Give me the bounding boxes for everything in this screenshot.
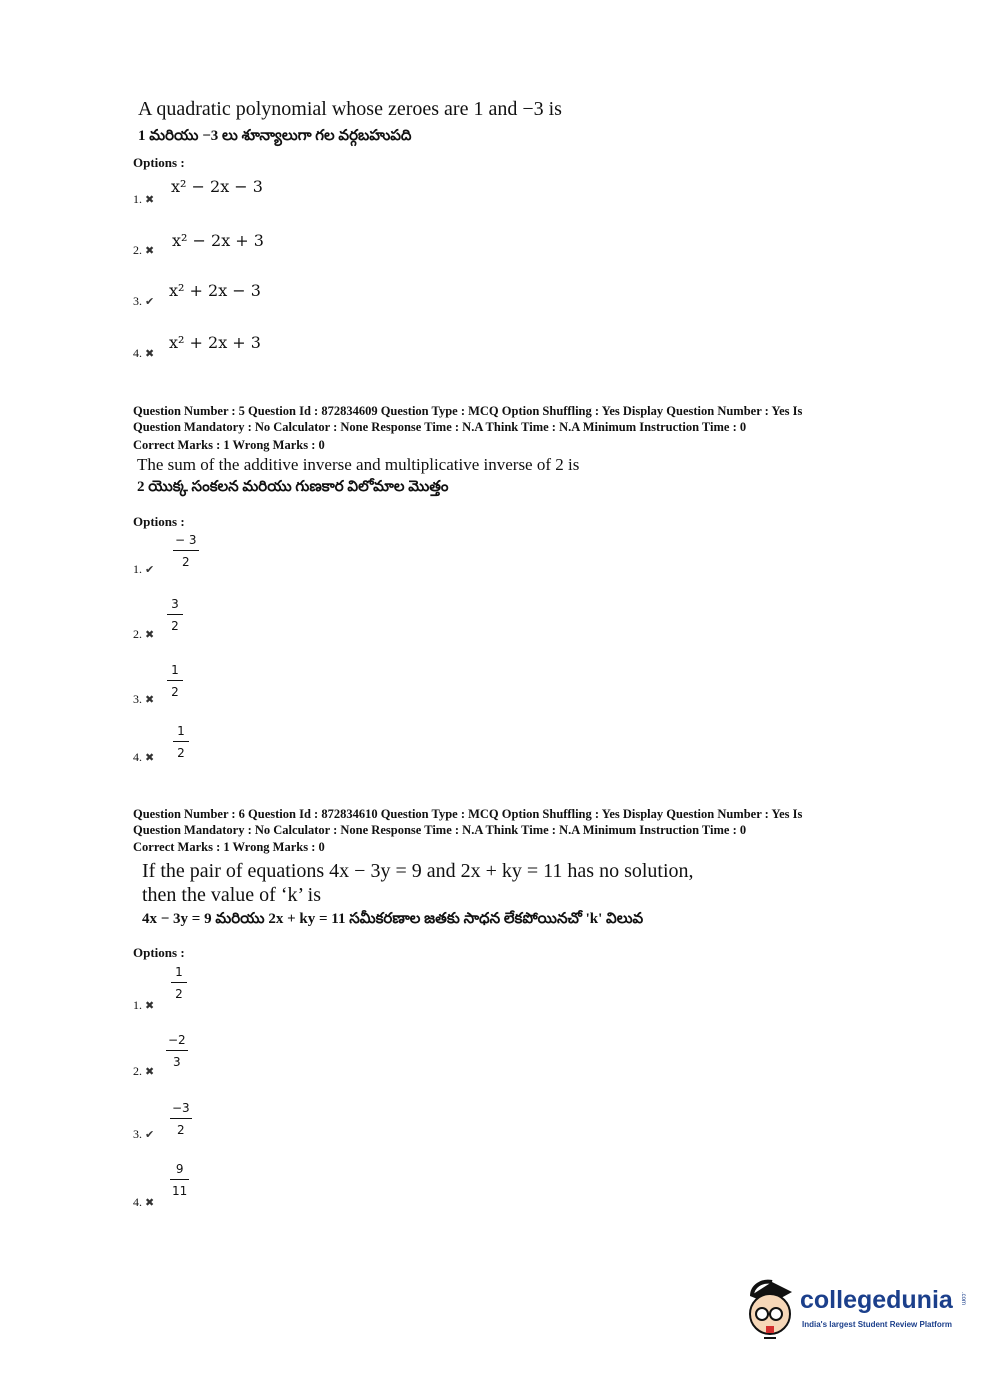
q4-question-text: A quadratic polynomial whose zeroes are 1 and −3 is [138, 98, 562, 120]
denominator: 2 [171, 685, 179, 699]
cross-icon: ✖ [145, 193, 155, 206]
option-number: 3. [133, 294, 142, 308]
denominator: 2 [177, 1123, 185, 1137]
denominator: 2 [181, 555, 190, 569]
denominator: 3 [173, 1055, 181, 1069]
numerator: −3 [172, 1101, 190, 1115]
numerator: −2 [168, 1033, 186, 1047]
option-number: 4. [133, 750, 142, 764]
option-number: 4. [133, 1195, 142, 1209]
option-number: 1. [133, 562, 142, 576]
cross-icon: ✖ [145, 628, 155, 641]
brand-name: collegedunia [800, 1286, 953, 1314]
check-icon: ✔ [145, 563, 155, 576]
check-icon: ✔ [145, 295, 155, 308]
option-text: x² + 2x − 3 [169, 281, 261, 300]
cross-icon: ✖ [145, 999, 155, 1012]
option-number: 1. [133, 192, 142, 206]
numerator: 9 [175, 1162, 184, 1176]
fraction-bar [166, 1050, 188, 1051]
fraction-bar [167, 680, 183, 681]
option-number: 3. [133, 1127, 142, 1141]
option-text: x² − 2x − 3 [171, 177, 263, 196]
cross-icon: ✖ [145, 1065, 155, 1078]
fraction [166, 1033, 188, 1070]
mascot-icon [742, 1274, 800, 1348]
collegedunia-logo[interactable] [742, 1274, 972, 1348]
q6-question-line-2: then the value of ‘k’ is [142, 884, 322, 906]
fraction [170, 1162, 189, 1199]
brand-tagline: India's largest Student Review Platform [802, 1320, 952, 1329]
denominator: 11 [172, 1184, 188, 1198]
fraction [171, 965, 187, 1002]
option-number: 3. [133, 692, 142, 706]
numerator: 1 [175, 965, 183, 979]
q4-question-telugu: 1 మరియు −3 లు శూన్యాలుగా గల వర్గబహుపది [138, 128, 412, 144]
fraction-bar [173, 741, 189, 742]
cross-icon: ✖ [145, 244, 155, 257]
fraction-bar [170, 1118, 192, 1119]
q6-meta-line-1: Question Number : 6 Question Id : 872834610 Question Type : MCQ Option Shuffling : Yes Display Question Number : Yes Is [133, 807, 803, 821]
q5-question-telugu: 2 యొక్క సంకలన మరియు గుణకార విలోమాల మొత్తం [137, 479, 449, 495]
cross-icon: ✖ [145, 347, 155, 360]
option-number: 1. [133, 998, 142, 1012]
denominator: 2 [175, 987, 183, 1001]
option-text: x² − 2x + 3 [172, 231, 264, 250]
q5-options-label: Options : [133, 514, 185, 529]
cross-icon: ✖ [145, 693, 155, 706]
option-number: 2. [133, 243, 142, 257]
option-number: 2. [133, 1064, 142, 1078]
option-number: 2. [133, 627, 142, 641]
option-text: x² + 2x + 3 [169, 333, 261, 352]
fraction-bar [170, 1179, 189, 1180]
q4-options-label: Options : [133, 155, 185, 170]
q5-question-text: The sum of the additive inverse and multiplicative inverse of 2 is [137, 455, 580, 474]
fraction [167, 663, 183, 700]
cross-icon: ✖ [145, 1196, 155, 1209]
check-icon: ✔ [145, 1128, 155, 1141]
numerator: 1 [171, 663, 179, 677]
numerator: 3 [171, 597, 179, 611]
denominator: 2 [171, 619, 179, 633]
fraction-bar [173, 550, 199, 551]
fraction [173, 533, 199, 570]
option-number: 4. [133, 346, 142, 360]
fraction [170, 1101, 192, 1138]
q5-marks: Correct Marks : 1 Wrong Marks : 0 [133, 438, 325, 452]
q6-question-line-1: If the pair of equations 4x − 3y = 9 and 2x + ky = 11 has no solution, [142, 860, 694, 882]
q6-options-label: Options : [133, 945, 185, 960]
q5-meta-line-1: Question Number : 5 Question Id : 872834609 Question Type : MCQ Option Shuffling : Yes Display Question Number : Yes Is [133, 404, 803, 418]
numerator: − 3 [175, 533, 197, 547]
cross-icon: ✖ [145, 751, 155, 764]
fraction-bar [171, 982, 187, 983]
fraction [167, 597, 183, 634]
fraction-bar [167, 614, 183, 615]
denominator: 2 [177, 746, 185, 760]
q6-meta-line-2: Question Mandatory : No Calculator : None Response Time : N.A Think Time : N.A Minimum Instruction Time : 0 [133, 823, 747, 837]
q6-question-telugu: 4x − 3y = 9 మరియు 2x + ky = 11 సమీకరణాల జతకు సాధన లేకపోయినచో 'k' విలువ [142, 911, 644, 927]
numerator: 1 [177, 724, 185, 738]
q6-marks: Correct Marks : 1 Wrong Marks : 0 [133, 840, 325, 854]
q5-meta-line-2: Question Mandatory : No Calculator : None Response Time : N.A Think Time : N.A Minimum Instruction Time : 0 [133, 420, 747, 434]
fraction [173, 724, 189, 761]
brand-domain: .com [960, 1292, 966, 1306]
